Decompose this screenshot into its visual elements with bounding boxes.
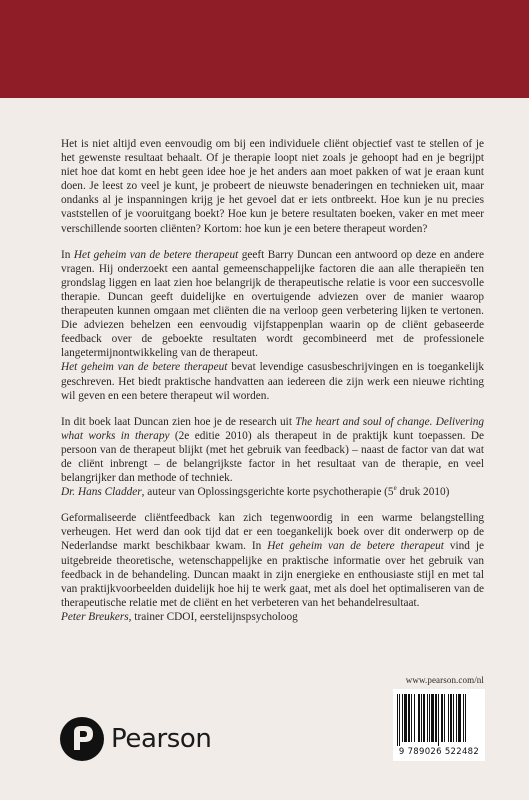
- book-title: Het geheim van de betere therapeut: [61, 361, 228, 374]
- barcode-bars: [397, 694, 481, 746]
- book-title: Het geheim van de betere therapeut: [267, 540, 444, 553]
- isbn-barcode: [393, 689, 485, 761]
- publisher-logo: [60, 716, 212, 762]
- summary-paragraph: In Het geheim van de betere therapeut geeft Barry Duncan een antwoord op deze en andere vragen. Hij onderzoekt een aantal gemeenschappelijke factoren die aan alle therapieën ten grondslag liggen en laat zien hoe belangrijk de therapeutische relatie is voor een succesvolle therapie. Duncan geeft duidelijke en overtuigende adviezen over de manier waarop therapeuten kunnen omgaan met cliënten die na verloop geen verbetering lijken te vertonen. Die adviezen behelzen een eenvoudig vijfstappenplan waarin op de cliënt gebaseerde feedback over de geboekte resultaten wordt gecombineerd met de professionele langetermijnontwikkeling van de therapeut.: [61, 248, 484, 360]
- endorsement-2: Geformaliseerde cliëntfeedback kan zich tegenwoordig in een warme belangstelling verheugen. Het werd dan ook tijd dat er een toegankelijk boek over dit onderwerp op de Nederlandse markt beschikbaar kwam. In Het geheim van de betere therapeut vind je uitgebreide theoretische, wetenschappelijke en praktische informatie over het gebruik van feedback in de behandeling. Duncan maakt in zijn energieke en enthousiaste stijl en met tal van praktijkvoorbeelden duidelijk hoe hij te werk gaat, met als doel het optimaliseren van de therapeutische relatie met de cliënt en het verbeteren van het behandelresultaat.: [61, 512, 484, 609]
- publisher-name: Pearson: [111, 724, 212, 754]
- intro-paragraph: Het is niet altijd even eenvoudig om bij een individuele cliënt objectief vast te stellen of je het gewenste resultaat behaalt. Of je therapie loopt niet zoals je gehoopt had en je begrijpt niet hoe dat komt en hebt geen idee hoe je het anders aan moet pakken of wat je eraan kunt doen. Je leest zo veel je kunt, je probeert de nieuwste benaderingen en technieken uit, maar ondanks al je inspanningen krijg je het gevoel dat er iets ontbreekt. Hoe kun je nu precies vaststellen of je vooruitgang boekt? Hoe kun je betere resultaten boeken, vaker en met meer verschillende soorten cliënten? Kortom: hoe kun je een betere therapeut worden?: [61, 138, 484, 235]
- endorsement-1-author: Dr. Hans Cladder, auteur van Oplossingsgerichte korte psychotherapie (5e druk 2010): [61, 484, 450, 499]
- pearson-logo-icon: [60, 717, 104, 761]
- back-cover-text: [61, 137, 484, 624]
- isbn-number: 9 789026 522482: [398, 747, 480, 757]
- endorsement-1: In dit boek laat Duncan zien hoe je de research uit The heart and soul of change. Delivering what works in therapy (2e editie 2010) als therapeut in de praktijk kunt toepassen. De persoon van de therapeut blijkt (met het gebruik van feedback) – naast de factor van dat wat de cliënt inbrengt – de belangrijkste factor in het resultaat van de therapie, en veel belangrijker dan methode of techniek.: [61, 415, 485, 485]
- publisher-url: www.pearson.com/nl: [405, 675, 484, 685]
- endorsement-2-author: Peter Breukers, trainer CDOI, eerstelijnspsycholoog: [61, 610, 298, 623]
- cover-color-band: [0, 0, 529, 98]
- summary-paragraph-2: Het geheim van de betere therapeut bevat levendige casusbeschrijvingen en is toegankelijk geschreven. Het biedt praktische handvatten aan iedereen die zijn werk een nieuwe richting wil geven en een betere therapeut wil worden.: [61, 361, 484, 402]
- book-title: Het geheim van de betere therapeut: [73, 248, 239, 261]
- referenced-book-title: The heart and soul of change. Delivering what works in therapy: [61, 415, 485, 442]
